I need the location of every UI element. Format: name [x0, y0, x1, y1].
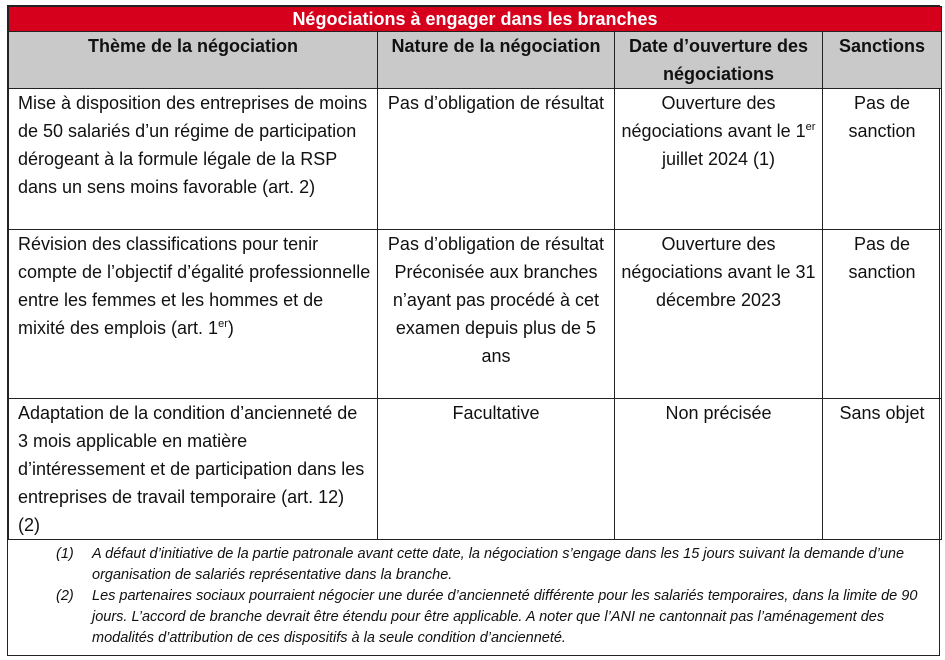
- header-date: Date d’ouverture des négociations: [615, 32, 823, 89]
- row-2-theme-text-end: ): [227, 318, 234, 338]
- table-header-row: [9, 32, 942, 89]
- negotiations-table-frame: [7, 5, 940, 656]
- footnote-1: [18, 544, 929, 586]
- row-2-nature-line-1: Pas d’obligation de résultat: [387, 234, 605, 254]
- negotiations-table: [8, 6, 942, 540]
- row-1-date: [615, 89, 823, 230]
- footnote-1-number: (1): [56, 546, 74, 562]
- row-1-theme: Mise à disposition des entreprises de moins de 50 salariés d’un régime de participation dérogeant à la formule légale de la RSP dans un sens moins favorable (art. 2): [9, 89, 378, 230]
- row-3-sanction: Sans objet: [823, 399, 942, 540]
- table-title-row: [9, 7, 942, 32]
- row-2-theme-sup: er: [218, 318, 228, 330]
- row-1-nature: Pas d’obligation de résultat: [378, 89, 615, 230]
- table-row: [9, 230, 942, 399]
- row-2-sanction: Pas de sanction: [823, 230, 942, 399]
- row-3-date: Non précisée: [615, 399, 823, 540]
- footnote-2-number: (2): [56, 588, 74, 604]
- table-title: Négociations à engager dans les branches: [9, 7, 942, 32]
- header-theme: Thème de la négociation: [9, 32, 378, 89]
- row-2-date: Ouverture des négociations avant le 31 décembre 2023: [615, 230, 823, 399]
- table-row: [9, 89, 942, 230]
- row-1-sanction: Pas de sanction: [823, 89, 942, 230]
- row-3-theme: Adaptation de la condition d’ancienneté de 3 mois applicable en matière d’intéressement et de participation dans les entreprises de travail temporaire (art. 12) (2): [9, 399, 378, 540]
- row-1-date-sup: er: [805, 121, 816, 133]
- footnote-1-text: A défaut d’initiative de la partie patronale avant cette date, la négociation s’engage dans les 15 jours suivant la demande d’une organisation de salariés représentative dans la branche.: [92, 546, 905, 583]
- row-1-date-text-end: juillet 2024 (1): [661, 149, 776, 169]
- row-2-theme: [9, 230, 378, 399]
- footnote-2: [18, 586, 929, 649]
- row-2-nature-line-2: Préconisée aux branches n’ayant pas procédé à cet examen depuis plus de 5 ans: [392, 262, 600, 366]
- row-3-nature: Facultative: [378, 399, 615, 540]
- header-nature: Nature de la négociation: [378, 32, 615, 89]
- row-2-nature: [378, 230, 615, 399]
- header-sanctions: Sanctions: [823, 32, 942, 89]
- footnote-2-text: Les partenaires sociaux pourraient négocier une durée d’ancienneté différente pour les salariés temporaires, dans la limite de 90 jours. L’accord de branche devrait être étendu pour être applicable. A noter que l’ANI ne cantonnait pas l’aménagement des modalités d’attribution de ces dispositifs à la seule condition d’ancienneté.: [92, 588, 918, 646]
- table-row: [9, 399, 942, 540]
- row-2-theme-text: Révision des classifications pour tenir compte de l’objectif d’égalité professionnelle entre les femmes et les hommes et de mixité des emplois (art. 1: [18, 234, 371, 338]
- footnotes: [8, 540, 939, 649]
- row-1-date-text: Ouverture des négociations avant le 1: [621, 93, 806, 141]
